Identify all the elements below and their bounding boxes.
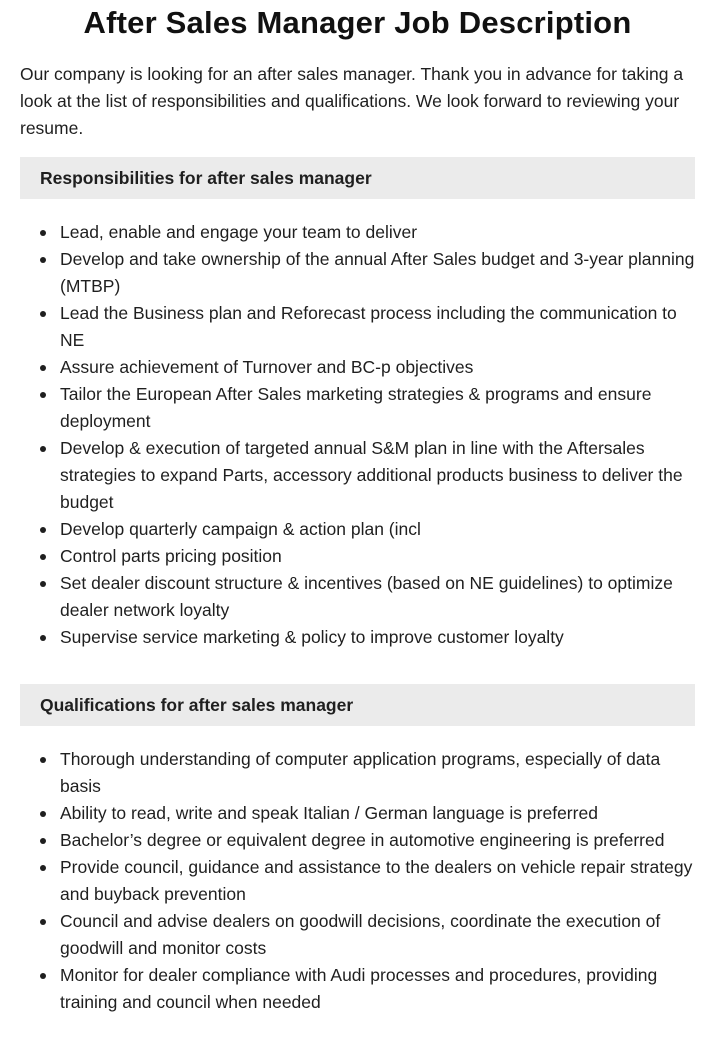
page-title: After Sales Manager Job Description bbox=[83, 5, 632, 40]
intro-paragraph: Our company is looking for an after sales manager. Thank you in advance for taking a look at the list of responsibilities and qualifications. We look forward to reviewing your resume. bbox=[20, 64, 684, 138]
qualification-item: Provide council, guidance and assistance to the dealers on vehicle repair strategy and buyback prevention bbox=[20, 854, 695, 908]
responsibility-item: Develop and take ownership of the annual After Sales budget and 3-year planning (MTBP) bbox=[20, 246, 695, 300]
qualifications-heading: Qualifications for after sales manager bbox=[20, 684, 695, 726]
responsibility-item: Control parts pricing position bbox=[20, 543, 695, 570]
qualifications-list bbox=[20, 746, 695, 1016]
responsibility-item: Set dealer discount structure & incentives (based on NE guidelines) to optimize dealer network loyalty bbox=[20, 570, 695, 624]
responsibility-item: Develop quarterly campaign & action plan (incl bbox=[20, 516, 695, 543]
responsibility-item: Develop & execution of targeted annual S&M plan in line with the Aftersales strategies to expand Parts, accessory additional products business to deliver the budget bbox=[20, 435, 695, 516]
qualification-item: Council and advise dealers on goodwill decisions, coordinate the execution of goodwill and monitor costs bbox=[20, 908, 695, 962]
section-spacer bbox=[20, 651, 695, 669]
responsibilities-heading: Responsibilities for after sales manager bbox=[20, 157, 695, 199]
qualification-item: Thorough understanding of computer application programs, especially of data basis bbox=[20, 746, 695, 800]
qualification-item: Ability to read, write and speak Italian / German language is preferred bbox=[20, 800, 695, 827]
responsibility-item: Assure achievement of Turnover and BC-p objectives bbox=[20, 354, 695, 381]
responsibility-item: Supervise service marketing & policy to improve customer loyalty bbox=[20, 624, 695, 651]
responsibility-item: Lead the Business plan and Reforecast process including the communication to NE bbox=[20, 300, 695, 354]
qualification-item: Bachelor’s degree or equivalent degree in automotive engineering is preferred bbox=[20, 827, 695, 854]
qualification-item: Monitor for dealer compliance with Audi processes and procedures, providing training and council when needed bbox=[20, 962, 695, 1016]
responsibility-item: Lead, enable and engage your team to deliver bbox=[20, 219, 695, 246]
responsibilities-list bbox=[20, 219, 695, 651]
responsibility-item: Tailor the European After Sales marketing strategies & programs and ensure deployment bbox=[20, 381, 695, 435]
